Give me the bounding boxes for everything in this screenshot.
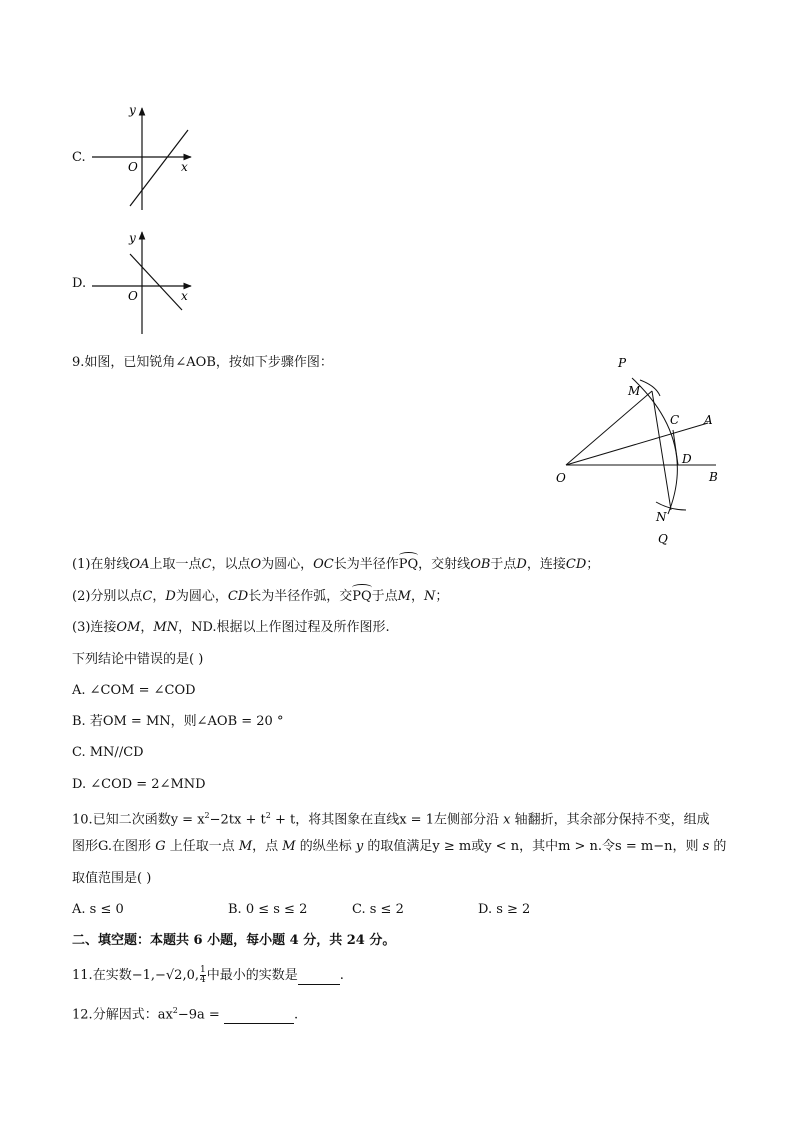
option-d-graph <box>88 226 200 338</box>
text: + t，将其图象在直线x = 1左侧部分沿 <box>270 812 504 828</box>
y-axis-label: y <box>129 103 136 117</box>
segment-name: OC <box>313 557 334 572</box>
question-number: 12. <box>72 1007 93 1023</box>
q10-line-2 <box>72 838 726 856</box>
q10-option-b[interactable]: B. 0 ≤ s ≤ 2 <box>228 902 308 917</box>
variable: G <box>155 839 166 854</box>
ray-name: OA <box>129 557 150 572</box>
text: . <box>293 1007 299 1023</box>
q10-option-d[interactable]: D. s ≥ 2 <box>478 902 531 917</box>
denominator: 4 <box>200 975 206 985</box>
q10-line-3: 取值范围是( ) <box>72 871 152 886</box>
numerator: 1 <box>200 965 206 975</box>
q10-option-c[interactable]: C. s ≤ 2 <box>352 902 404 917</box>
origin-label: O <box>128 289 138 303</box>
segment-name: MN <box>153 620 179 635</box>
segment-name: CD <box>565 557 587 572</box>
text: 为圆心， <box>261 557 314 572</box>
label-o: O <box>556 471 566 485</box>
text: ， <box>140 620 154 635</box>
text: 长为半径作 <box>333 557 399 572</box>
label-d: D <box>682 452 692 466</box>
origin-label: O <box>128 160 138 174</box>
x-axis-label: x <box>181 160 188 174</box>
function-line <box>130 130 188 206</box>
point-name: M <box>397 589 411 604</box>
text: −9a = <box>177 1007 224 1023</box>
y-axis-label: y <box>129 231 136 245</box>
text: ， <box>410 589 424 604</box>
text: 中最小的实数是 <box>206 968 298 983</box>
superscript: 2 <box>265 811 271 820</box>
text: ，以点 <box>211 557 251 572</box>
variable: M <box>238 839 253 854</box>
q9-step-1 <box>72 556 599 574</box>
arc-name: PQ <box>398 557 419 572</box>
q10-option-a[interactable]: A. s ≤ 0 <box>72 902 124 917</box>
text: ； <box>435 589 449 604</box>
segment-mn <box>652 391 671 510</box>
variable: y <box>355 839 364 854</box>
q9-option-b[interactable]: B. 若OM = MN，则∠AOB = 20 ° <box>72 714 284 729</box>
text: 的取值满足y ≥ m或y < n，其中m > n.令s = m−n，则 <box>363 839 703 854</box>
label-b: B <box>709 470 718 484</box>
point-name: D <box>165 589 176 604</box>
point-name: C <box>201 557 212 572</box>
section-2-heading: 二、填空题：本题共 6 小题，每小题 4 分，共 24 分。 <box>72 933 396 948</box>
label-m: M <box>628 384 641 398</box>
q9-option-a[interactable]: A. ∠COM = ∠COD <box>72 683 196 698</box>
segment-name: CD <box>227 589 249 604</box>
option-c-graph <box>88 98 200 214</box>
text: 在实数−1,− <box>92 968 166 983</box>
x-axis-label: x <box>181 289 188 303</box>
label-q: Q <box>658 532 668 546</box>
q10-line-1 <box>72 807 710 829</box>
q11 <box>72 966 344 985</box>
text: 分解因式：ax <box>92 1007 173 1023</box>
segment-om <box>566 391 652 465</box>
text: 上任取一点 <box>165 839 239 854</box>
arc-pq <box>632 378 680 514</box>
superscript: 2 <box>172 1006 178 1015</box>
text: 长为半径作弧，交 <box>248 589 353 604</box>
text: 图形G.在图形 <box>72 839 156 854</box>
label-c: C <box>670 413 680 427</box>
question-number: 9. <box>72 355 85 370</box>
q9-stem <box>72 354 333 372</box>
q12 <box>72 1002 298 1024</box>
text: 轴翻折，其余部分保持不变，组成 <box>510 812 710 828</box>
text: 的纵坐标 <box>295 839 356 854</box>
label-n: N <box>656 510 667 524</box>
text: ， <box>152 589 166 604</box>
label-p: P <box>618 356 627 370</box>
q9-step-3 <box>72 619 390 637</box>
sqrt-expression: √2 <box>165 968 183 983</box>
text: −2tx + t <box>209 812 266 828</box>
option-d-label: D. <box>72 276 87 291</box>
point-name: O <box>250 557 262 572</box>
ray-name: OB <box>470 557 491 572</box>
q9-option-d[interactable]: D. ∠COD = 2∠MND <box>72 777 206 792</box>
question-number: 11. <box>72 968 93 983</box>
text: 的 <box>709 839 727 854</box>
point-name: D <box>516 557 527 572</box>
option-c-label: C. <box>72 150 86 165</box>
variable: x <box>503 812 511 828</box>
variable: M <box>282 839 296 854</box>
text: 于点 <box>490 557 517 572</box>
point-name: C <box>142 589 153 604</box>
q9-step-2 <box>72 588 448 606</box>
q9-question: 下列结论中错误的是( ) <box>72 652 204 667</box>
text: ，连接 <box>526 557 566 572</box>
text: ，点 <box>252 839 283 854</box>
arc-name: PQ <box>352 589 372 604</box>
point-name: N <box>423 589 436 604</box>
q9-option-c[interactable]: C. MN//CD <box>72 745 144 760</box>
text: (3)连接 <box>72 620 117 635</box>
segment-name: OM <box>116 620 141 635</box>
question-number: 10. <box>72 812 93 828</box>
text: 于点 <box>371 589 398 604</box>
arc-from-d <box>640 380 660 396</box>
text: ，ND.根据以上作图过程及所作图形. <box>178 620 390 635</box>
q9-stem-text: 如图，已知锐角∠AOB，按如下步骤作图： <box>84 355 333 370</box>
q9-geometry-figure <box>548 350 728 550</box>
text: . <box>339 968 344 983</box>
variable: s <box>702 839 710 854</box>
text: 上取一点 <box>149 557 202 572</box>
answer-blank[interactable] <box>224 1009 294 1024</box>
text: 为圆心， <box>175 589 228 604</box>
superscript: 2 <box>204 811 210 820</box>
text: 已知二次函数y = x <box>92 812 205 828</box>
text: ； <box>586 557 600 572</box>
text: ,0, <box>182 968 199 983</box>
text: (2)分别以点 <box>72 589 143 604</box>
answer-blank[interactable] <box>298 970 340 985</box>
label-a: A <box>704 413 713 427</box>
text: (1)在射线 <box>72 557 130 572</box>
text: ，交射线 <box>418 557 471 572</box>
fraction <box>200 966 206 985</box>
